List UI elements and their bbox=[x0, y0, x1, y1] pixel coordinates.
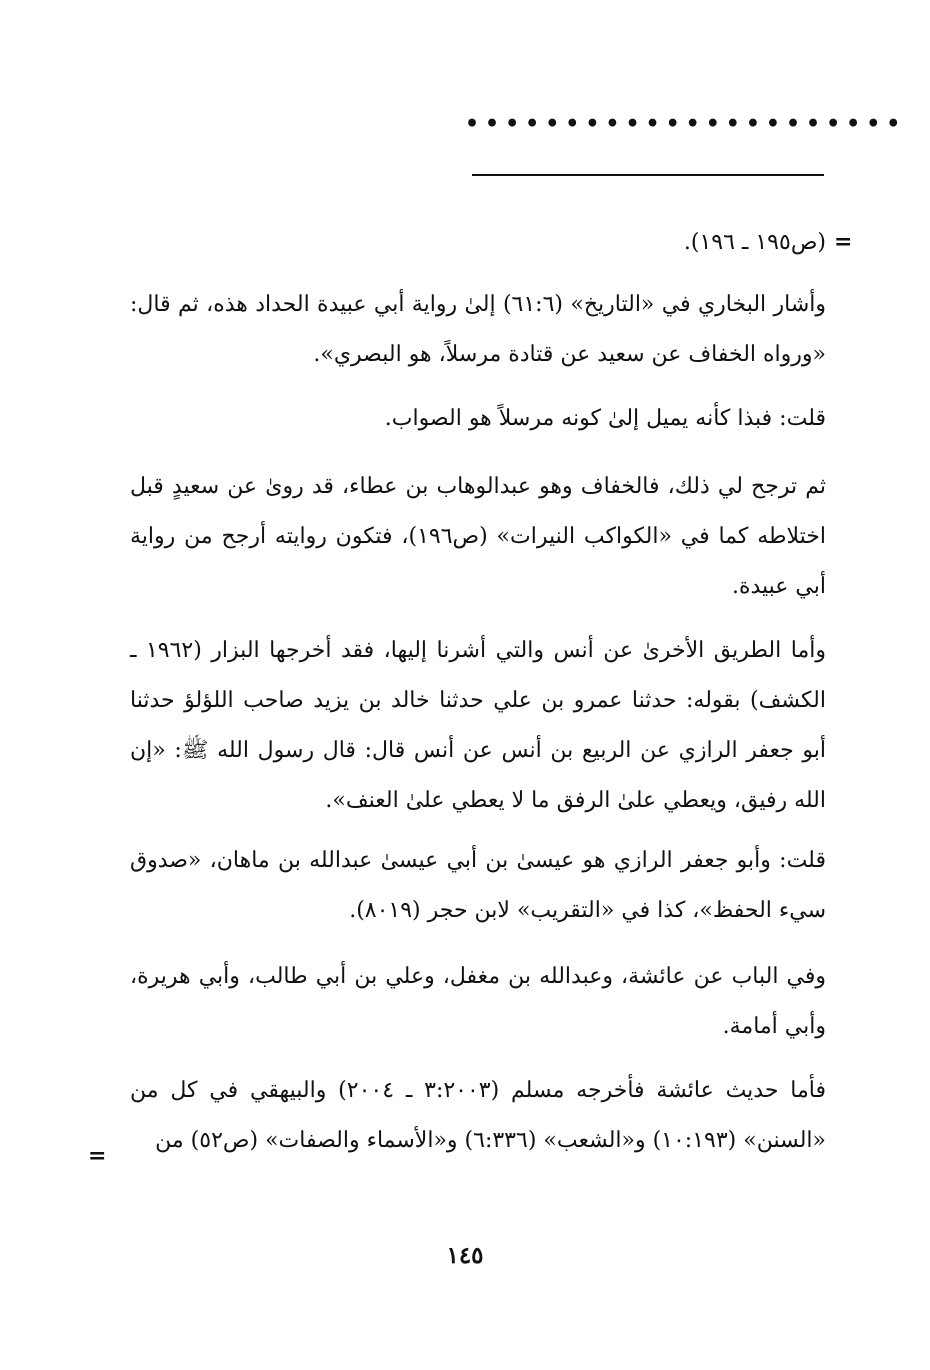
paragraph-bazzar: وأما الطريق الأخرىٰ عن أنس والتي أشرنا إليها، فقد أخرجها البزار (١٩٦٢ ـ الكشف) بقوله: حدثنا عمرو بن علي حدثنا خالد بن يزيد صاحب اللؤلؤ حدثنا أبو جعفر الرازي عن الربيع بن أنس عن أنس قال: قال رسول الله ﷺ: «إن الله رفيق، ويعطي علىٰ الرفق ما لا يعطي علىٰ العنف». bbox=[130, 638, 826, 813]
paragraph-bab: وفي الباب عن عائشة، وعبدالله بن مغفل، وعلي بن أبي طالب، وأبي هريرة، وأبي أمامة. bbox=[130, 964, 826, 1039]
paragraph-aisha: فأما حديث عائشة فأخرجه مسلم (٣:٢٠٠٣ ـ ٢٠٠٤) والبيهقي في كل من «السنن» (١٠:١٩٣) و«الشعب» (٦:٣٣٦) و«الأسماء والصفات» (ص٥٢) من bbox=[130, 1078, 826, 1153]
paragraph-tarjih: ثم ترجح لي ذلك، فالخفاف وهو عبدالوهاب بن عطاء، قد روىٰ عن سعيدٍ قبل اختلاطه كما في «الكواكب النيرات» (ص١٩٦)، فتكون روايته أرجح من رواية أبي عبيدة. bbox=[130, 474, 826, 599]
footnote-dots: •••••••••••••••••••••• bbox=[465, 111, 907, 137]
footnote-separator-rule bbox=[472, 174, 824, 176]
paragraph-qult-2: قلت: وأبو جعفر الرازي هو عيسىٰ بن أبي عيسىٰ عبدالله بن ماهان، «صدوق سيء الحفظ»، كذا في «التقريب» لابن حجر (٨٠١٩). bbox=[130, 848, 826, 923]
paragraph-bukhari: وأشار البخاري في «التاريخ» (٦١:٦) إلىٰ رواية أبي عبيدة الحداد هذه، ثم قال: «ورواه الخفاف عن سعيد عن قتادة مرسلاً، هو البصري». bbox=[130, 292, 827, 367]
paragraph-qult-1: قلت: فبذا كأنه يميل إلىٰ كونه مرسلاً هو الصواب. bbox=[384, 406, 826, 431]
page-number: ١٤٥ bbox=[446, 1242, 484, 1269]
continuation-mark-top: = bbox=[834, 229, 853, 255]
paragraph-footnote-end: (ص١٩٥ ـ ١٩٦). bbox=[683, 230, 826, 255]
continuation-mark-bottom: = bbox=[88, 1143, 107, 1169]
